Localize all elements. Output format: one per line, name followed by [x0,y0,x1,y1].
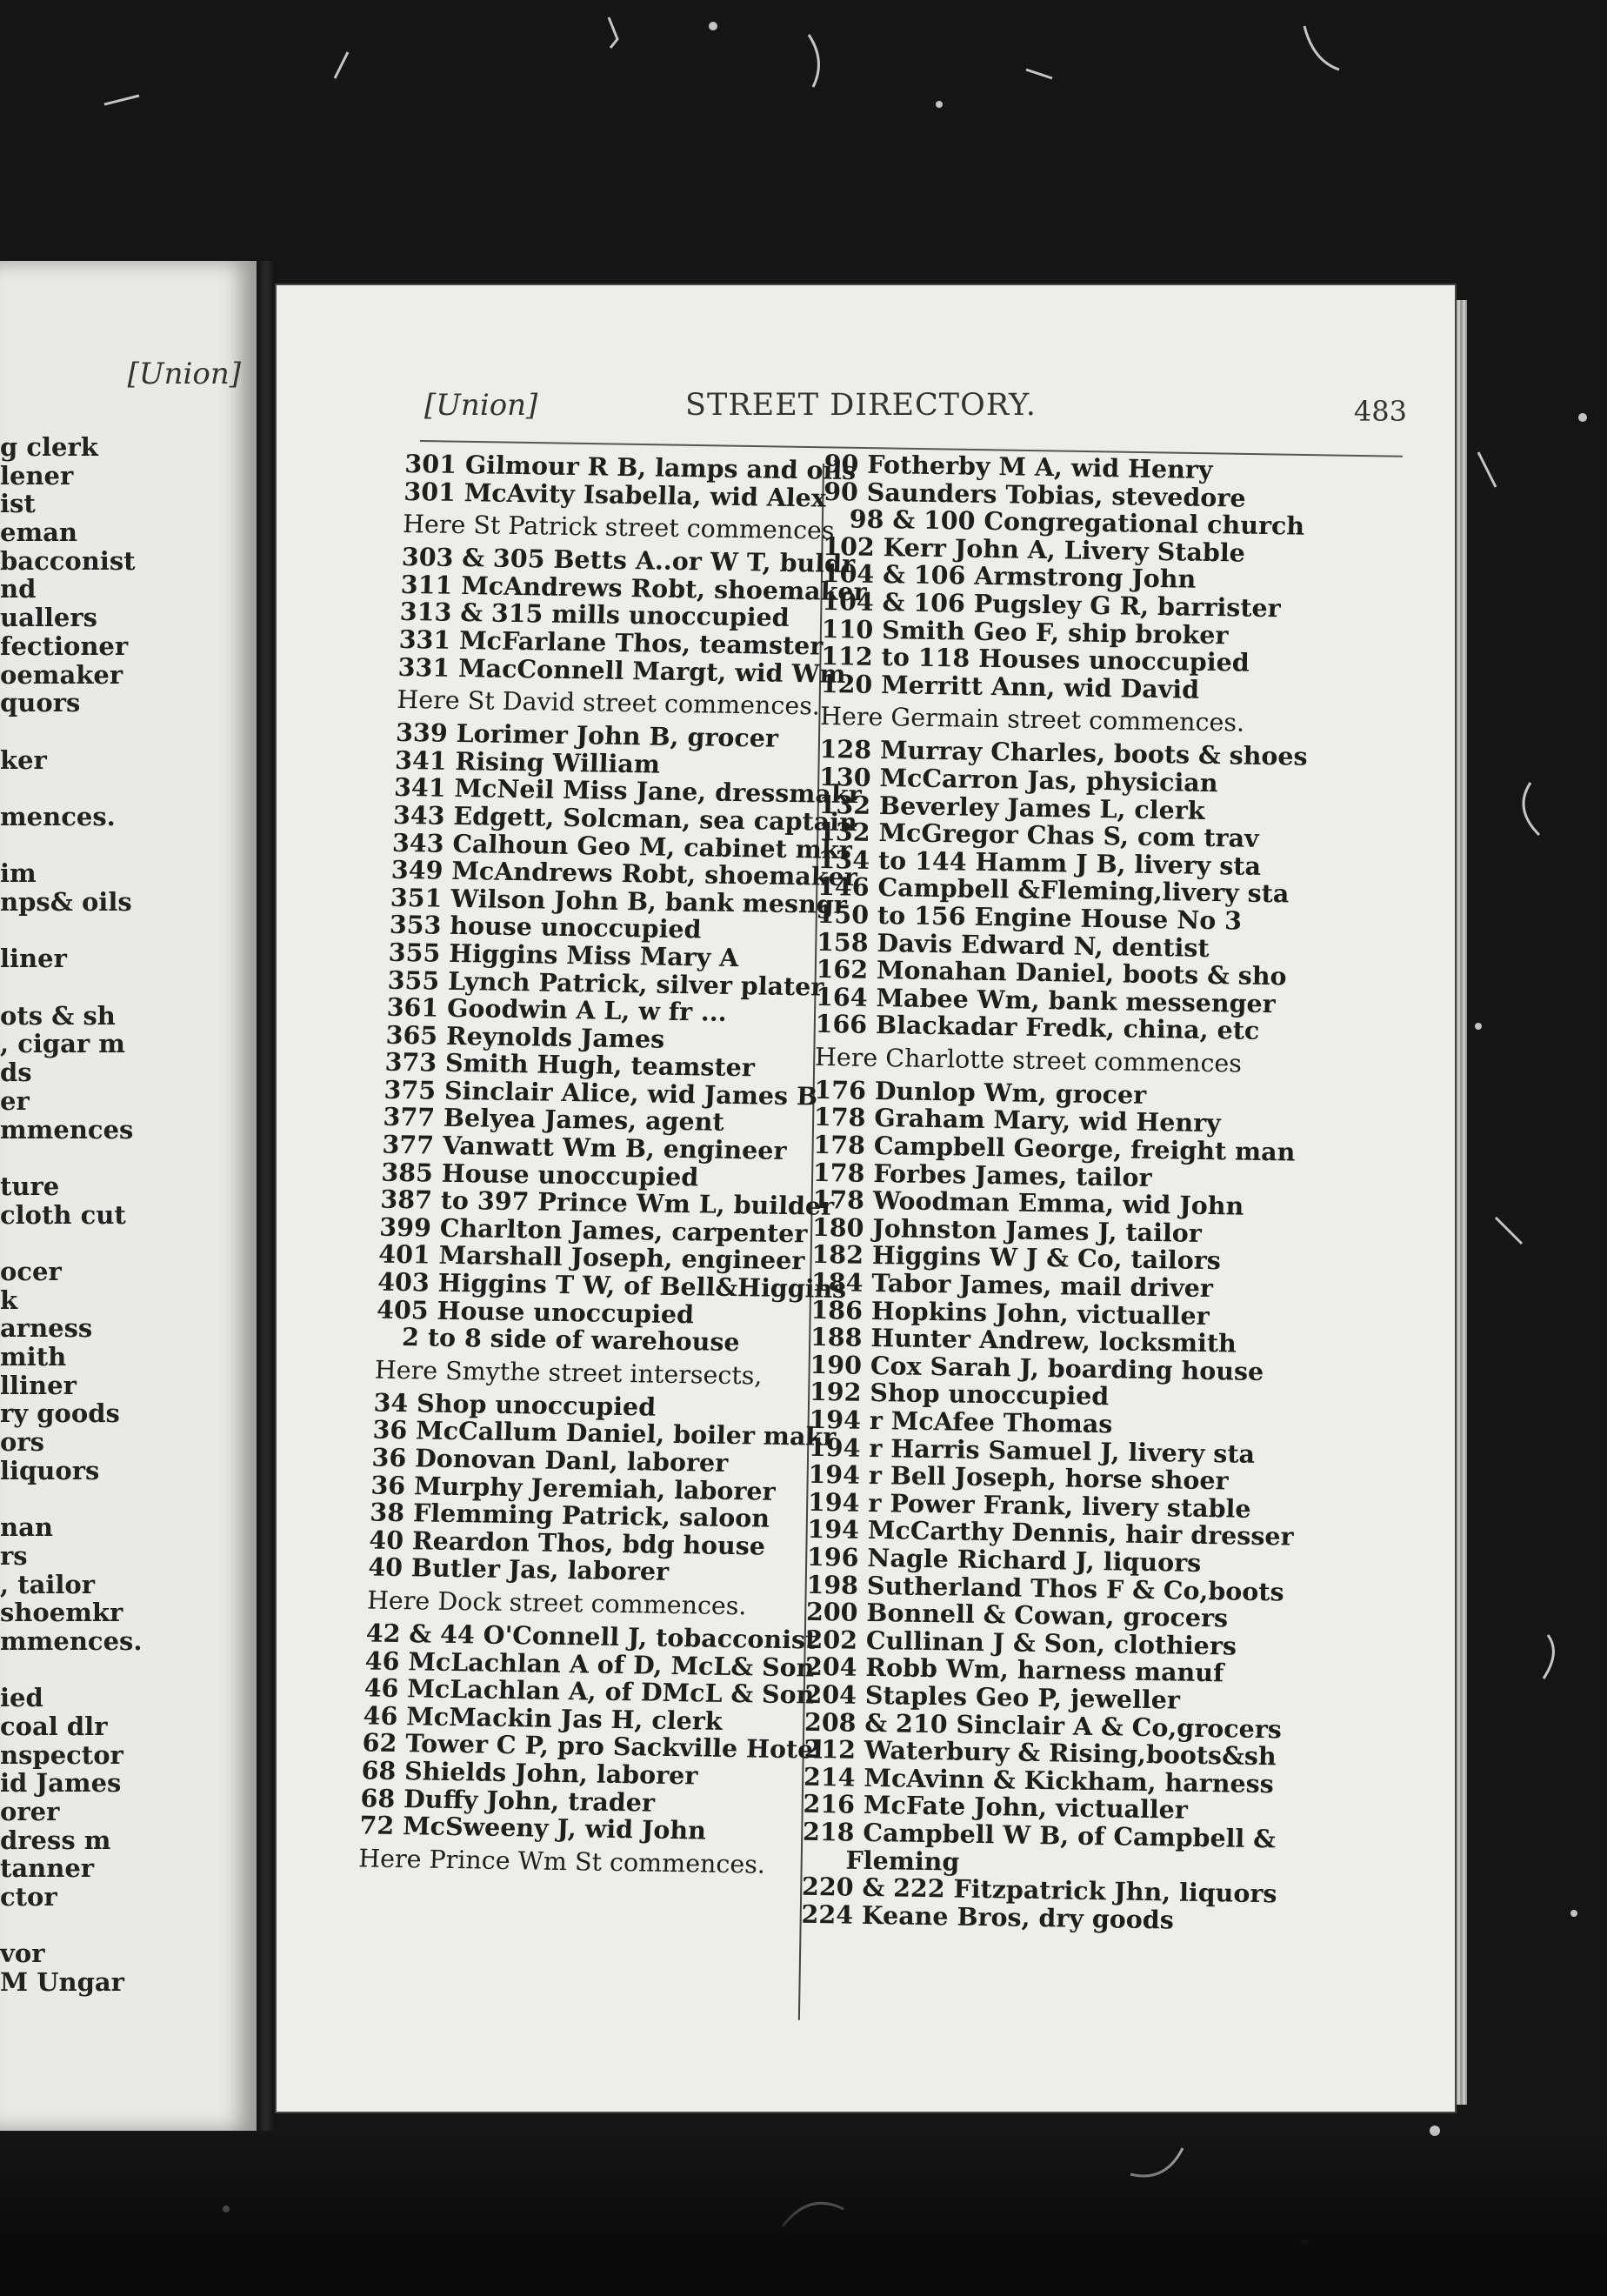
street-heading: Here St Patrick street commences [402,510,836,545]
left-page-line: nspector [0,1739,123,1770]
directory-entry: 104 & 106 Armstrong John [822,558,1197,595]
left-page-line [0,1912,257,1940]
left-page-line: mith [0,1342,67,1372]
directory-entry: 204 Staples Geo P, jeweller [804,1679,1181,1715]
left-page-line: nan [0,1512,53,1543]
directory-entry: 110 Smith Geo F, ship broker [821,613,1229,650]
directory-entry: 355 Lynch Patrick, silver plater [387,964,824,1002]
directory-entry: 375 Sinclair Alice, wid James B [383,1074,818,1111]
left-page-line: ist [0,489,36,519]
directory-entry: 331 MacConnell Margt, wid Wm [397,651,847,689]
directory-entry: 198 Sutherland Thos F & Co,boots [806,1569,1284,1607]
left-page-line [0,774,257,803]
directory-entry: 178 Graham Mary, wid Henry [813,1102,1221,1138]
directory-entry: 90 Saunders Tobias, stevedore [824,476,1246,513]
right-column [801,451,1424,1938]
directory-entry: 343 Edgett, Solcman, sea captain [392,799,858,838]
directory-entry: 176 Dunlop Wm, grocer [814,1074,1147,1110]
directory-entry: 40 Butler Jas, laborer [367,1552,670,1587]
directory-entry: 162 Monahan Daniel, boots & sho [816,954,1287,991]
left-page-line: shoemkr [0,1598,123,1628]
directory-entry: 301 McAvity Isabella, wid Alex [403,476,827,513]
left-page-line: k [0,1285,18,1315]
directory-entry: 38 Flemming Patrick, saloon [369,1497,770,1533]
directory-entry: 194 r McAfee Thomas [809,1404,1113,1439]
directory-entry: 216 McFate John, victualler [803,1789,1189,1825]
directory-entry: 341 Rising William [394,744,661,779]
left-page-line [0,718,257,746]
street-heading: Here Prince Wm St commences. [357,1844,766,1879]
left-page-line: uallers [0,603,97,633]
directory-entry: 104 & 106 Pugsley G R, barrister [822,585,1281,624]
left-page-line: ds [0,1058,32,1088]
page-header [424,388,1407,431]
left-page-line: mences. [0,801,116,831]
street-heading: Here Germain street commences. [819,702,1245,738]
directory-entry: 339 Lorimer John B, grocer [395,718,779,753]
directory-entry: 202 Cullinan J & Son, clothiers [805,1624,1237,1661]
left-page-line [0,1229,257,1258]
street-heading: Here St David street commences. [396,685,821,721]
left-page-line: tanner [0,1853,95,1884]
directory-entry: 158 Davis Edward N, dentist [816,926,1210,963]
directory-entry: 178 Forbes James, tailor [812,1157,1152,1192]
left-page-header: [Union] [127,357,241,391]
left-page-line [0,831,257,860]
street-heading: Here Dock street commences. [366,1585,748,1621]
left-page-line: ots & sh [0,1000,116,1031]
directory-entry: 208 & 210 Sinclair A & Co,grocers [804,1706,1283,1744]
directory-entry: 401 Marshall Joseph, engineer [377,1239,805,1276]
directory-entry: 128 Murray Charles, boots & shoes [819,734,1308,772]
directory-entry: 188 Hunter Andrew, locksmith [810,1322,1237,1358]
left-page-line: coal dlr [0,1711,108,1741]
directory-entry: 190 Cox Sarah J, boarding house [810,1349,1264,1386]
directory-entry: 387 to 397 Prince Wm L, builder [379,1184,835,1222]
left-page-text [0,433,257,1997]
directory-entry: 204 Robb Wm, harness manuf [804,1652,1224,1688]
directory-entry: 184 Tabor James, mail driver [810,1266,1214,1304]
entry-continuation: Fleming [845,1845,960,1877]
left-page-line: liner [0,944,67,974]
directory-entry: 220 & 222 Fitzpatrick Jhn, liquors [801,1871,1277,1909]
directory-entry: 301 Gilmour R B, lamps and oils [403,449,857,486]
directory-entry: 377 Belyea James, agent [383,1102,725,1138]
left-page-line: mmences. [0,1625,143,1656]
directory-entry: 42 & 44 O'Connell J, tobacconist [365,1618,817,1655]
directory-entry: 166 Blackadar Fredk, china, etc [815,1009,1260,1046]
directory-entry: 36 Murphy Jeremiah, laborer [370,1470,777,1506]
directory-entry: 178 Campbell George, freight man [813,1129,1296,1167]
directory-entry: 399 Charlton James, carpenter [378,1211,808,1249]
directory-entry: 192 Shop unoccupied [809,1377,1110,1412]
directory-entry: 218 Campbell W B, of Campbell & [802,1816,1277,1854]
left-page-line: quors [0,688,81,718]
left-page-line: oemaker [0,659,123,690]
left-page-line [0,1485,257,1513]
directory-entry: 112 to 118 Houses unoccupied [821,641,1250,677]
left-page-line: mmences [0,1114,134,1145]
left-page-line: ctor [0,1882,57,1912]
left-page-line: nd [0,574,37,604]
left-page-line: lener [0,460,74,491]
left-page-line: cloth cut [0,1199,126,1230]
left-page-line: ker [0,744,47,775]
left-page-line: eman [0,517,78,548]
left-page-line: fectioner [0,631,129,661]
directory-entry: 349 McAndrews Robt, shoemaker [390,854,858,892]
directory-entry: 194 r Power Frank, livery stable [807,1486,1251,1524]
left-page-line: ture [0,1171,60,1201]
page-title: STREET DIRECTORY. [685,388,1037,423]
directory-entry: 2 to 8 side of warehouse [401,1322,741,1358]
directory-entry: 224 Keane Bros, dry goods [801,1899,1175,1935]
book-gutter [257,261,276,2131]
left-page-line: bacconist [0,545,136,576]
left-page-line: , cigar m [0,1029,125,1059]
left-page-line [0,1144,257,1172]
directory-entry: 46 McMackin Jas H, clerk [363,1700,723,1736]
directory-entry: 72 McSweeny J, wid John [359,1810,707,1845]
left-page-line: g clerk [0,432,98,462]
directory-entry: 194 r Harris Samuel J, livery sta [808,1432,1256,1469]
directory-entry: 164 Mabee Wm, bank messenger [815,981,1276,1018]
directory-entry: 361 Goodwin A L, w fr ... [386,991,728,1027]
directory-entry: 150 to 156 Engine House No 3 [817,898,1243,936]
facing-left-page [0,261,257,2131]
left-page-line: dress m [0,1825,111,1855]
directory-entry: 180 Johnston James J, tailor [811,1211,1203,1248]
directory-entry: 132 Beverley James L, clerk [818,789,1205,825]
directory-entry: 373 Smith Hugh, teamster [384,1047,756,1083]
directory-entry: 353 house unoccupied [389,910,703,944]
directory-entry: 178 Woodman Emma, wid John [812,1185,1244,1221]
directory-entry: 311 McAndrews Robt, shoemaker [400,569,868,607]
section-label: [Union] [424,388,538,423]
directory-entry: 34 Shop unoccupied [373,1387,657,1422]
left-page-line: im [0,858,37,889]
directory-entry: 212 Waterbury & Rising,boots&sh [804,1733,1277,1772]
left-page-line: ocer [0,1256,62,1286]
directory-entry: 303 & 305 Betts A..or W T, buldr [401,542,856,579]
left-page-line: id James [0,1768,122,1799]
left-page-line: ry goods [0,1398,120,1429]
directory-entry: 403 Higgins T W, of Bell&Higgins [377,1266,847,1305]
street-heading: Here Charlotte street commences [814,1042,1243,1078]
directory-entry: 365 Reynolds James [385,1019,665,1054]
directory-entry: 102 Kerr John A, Livery Stable [823,531,1246,568]
directory-entry: 62 Tower C P, pro Sackville Hotel [362,1727,824,1765]
directory-entry: 377 Vanwatt Wm B, engineer [381,1129,788,1166]
left-page-line: vor [0,1939,45,1969]
directory-entry: 385 House unoccupied [380,1157,699,1192]
left-page-line [0,1656,257,1685]
directory-entry: 68 Duffy John, trader [360,1782,656,1818]
directory-entry: 200 Bonnell & Cowan, grocers [805,1596,1229,1633]
directory-entry: 132 McGregor Chas S, com trav [817,817,1259,854]
left-page-line: er [0,1085,30,1116]
directory-entry: 130 McCarron Jas, physician [818,761,1218,798]
left-page-line: , tailor [0,1569,96,1599]
left-page-line: lliner [0,1370,77,1400]
directory-entry: 98 & 100 Congregational church [849,504,1305,541]
left-page-line: arness [0,1313,93,1344]
directory-entry: 36 McCallum Daniel, boiler makr [372,1414,837,1452]
directory-page [277,285,1455,2112]
directory-entry: 186 Hopkins John, victualler [810,1294,1210,1331]
directory-entry: 182 Higgins W J & Co, tailors [811,1239,1222,1276]
directory-entry: 355 Higgins Miss Mary A [388,937,739,972]
directory-entry: 351 Wilson John B, bank mesngr [390,882,848,919]
left-page-line [0,973,257,1002]
directory-entry: 313 & 315 mills unoccupied [399,597,790,633]
left-page-line: ied [0,1683,43,1713]
page-number: 483 [1353,395,1407,428]
directory-entry: 68 Shields John, laborer [361,1755,698,1791]
directory-entry: 120 Merritt Ann, wid David [820,668,1200,704]
directory-entry: 331 McFarlane Thos, teamster [398,624,824,661]
left-page-line [0,917,257,945]
left-page-line: rs [0,1540,28,1571]
directory-entry: 214 McAvinn & Kickham, harness [803,1761,1274,1799]
directory-entry: 46 McLachlan A, of DMcL & Son [363,1672,816,1710]
directory-entry: 196 Nagle Richard J, liquors [806,1541,1202,1578]
left-page-line: nps& oils [0,887,132,917]
directory-entry: 134 to 144 Hamm J B, livery sta [817,844,1262,881]
directory-entry: 40 Reardon Thos, bdg house [368,1525,766,1561]
left-page-line: ors [0,1427,44,1458]
directory-entry: 90 Fotherby M A, wid Henry [824,449,1213,485]
directory-entry: 341 McNeil Miss Jane, dressmakr [393,772,863,810]
street-heading: Here Smythe street intersects, [374,1355,763,1391]
directory-entry: 343 Calhoun Geo M, cabinet mkr [391,827,853,864]
directory-entry: 194 McCarthy Dennis, hair dresser [807,1514,1294,1552]
left-page-line: orer [0,1797,60,1826]
left-page-line: liquors [0,1455,100,1485]
bottom-shadow [0,2131,1607,2296]
directory-entry: 36 Donovan Danl, laborer [371,1442,729,1478]
directory-entry: 146 Campbell &Fleming,livery sta [817,871,1290,909]
directory-entry: 194 r Bell Joseph, horse shoer [808,1459,1229,1496]
left-page-line: M Ungar [0,1967,124,1998]
directory-entry: 405 House unoccupied [376,1294,695,1329]
directory-entry: 46 McLachlan A of D, McL& Son [364,1645,816,1683]
